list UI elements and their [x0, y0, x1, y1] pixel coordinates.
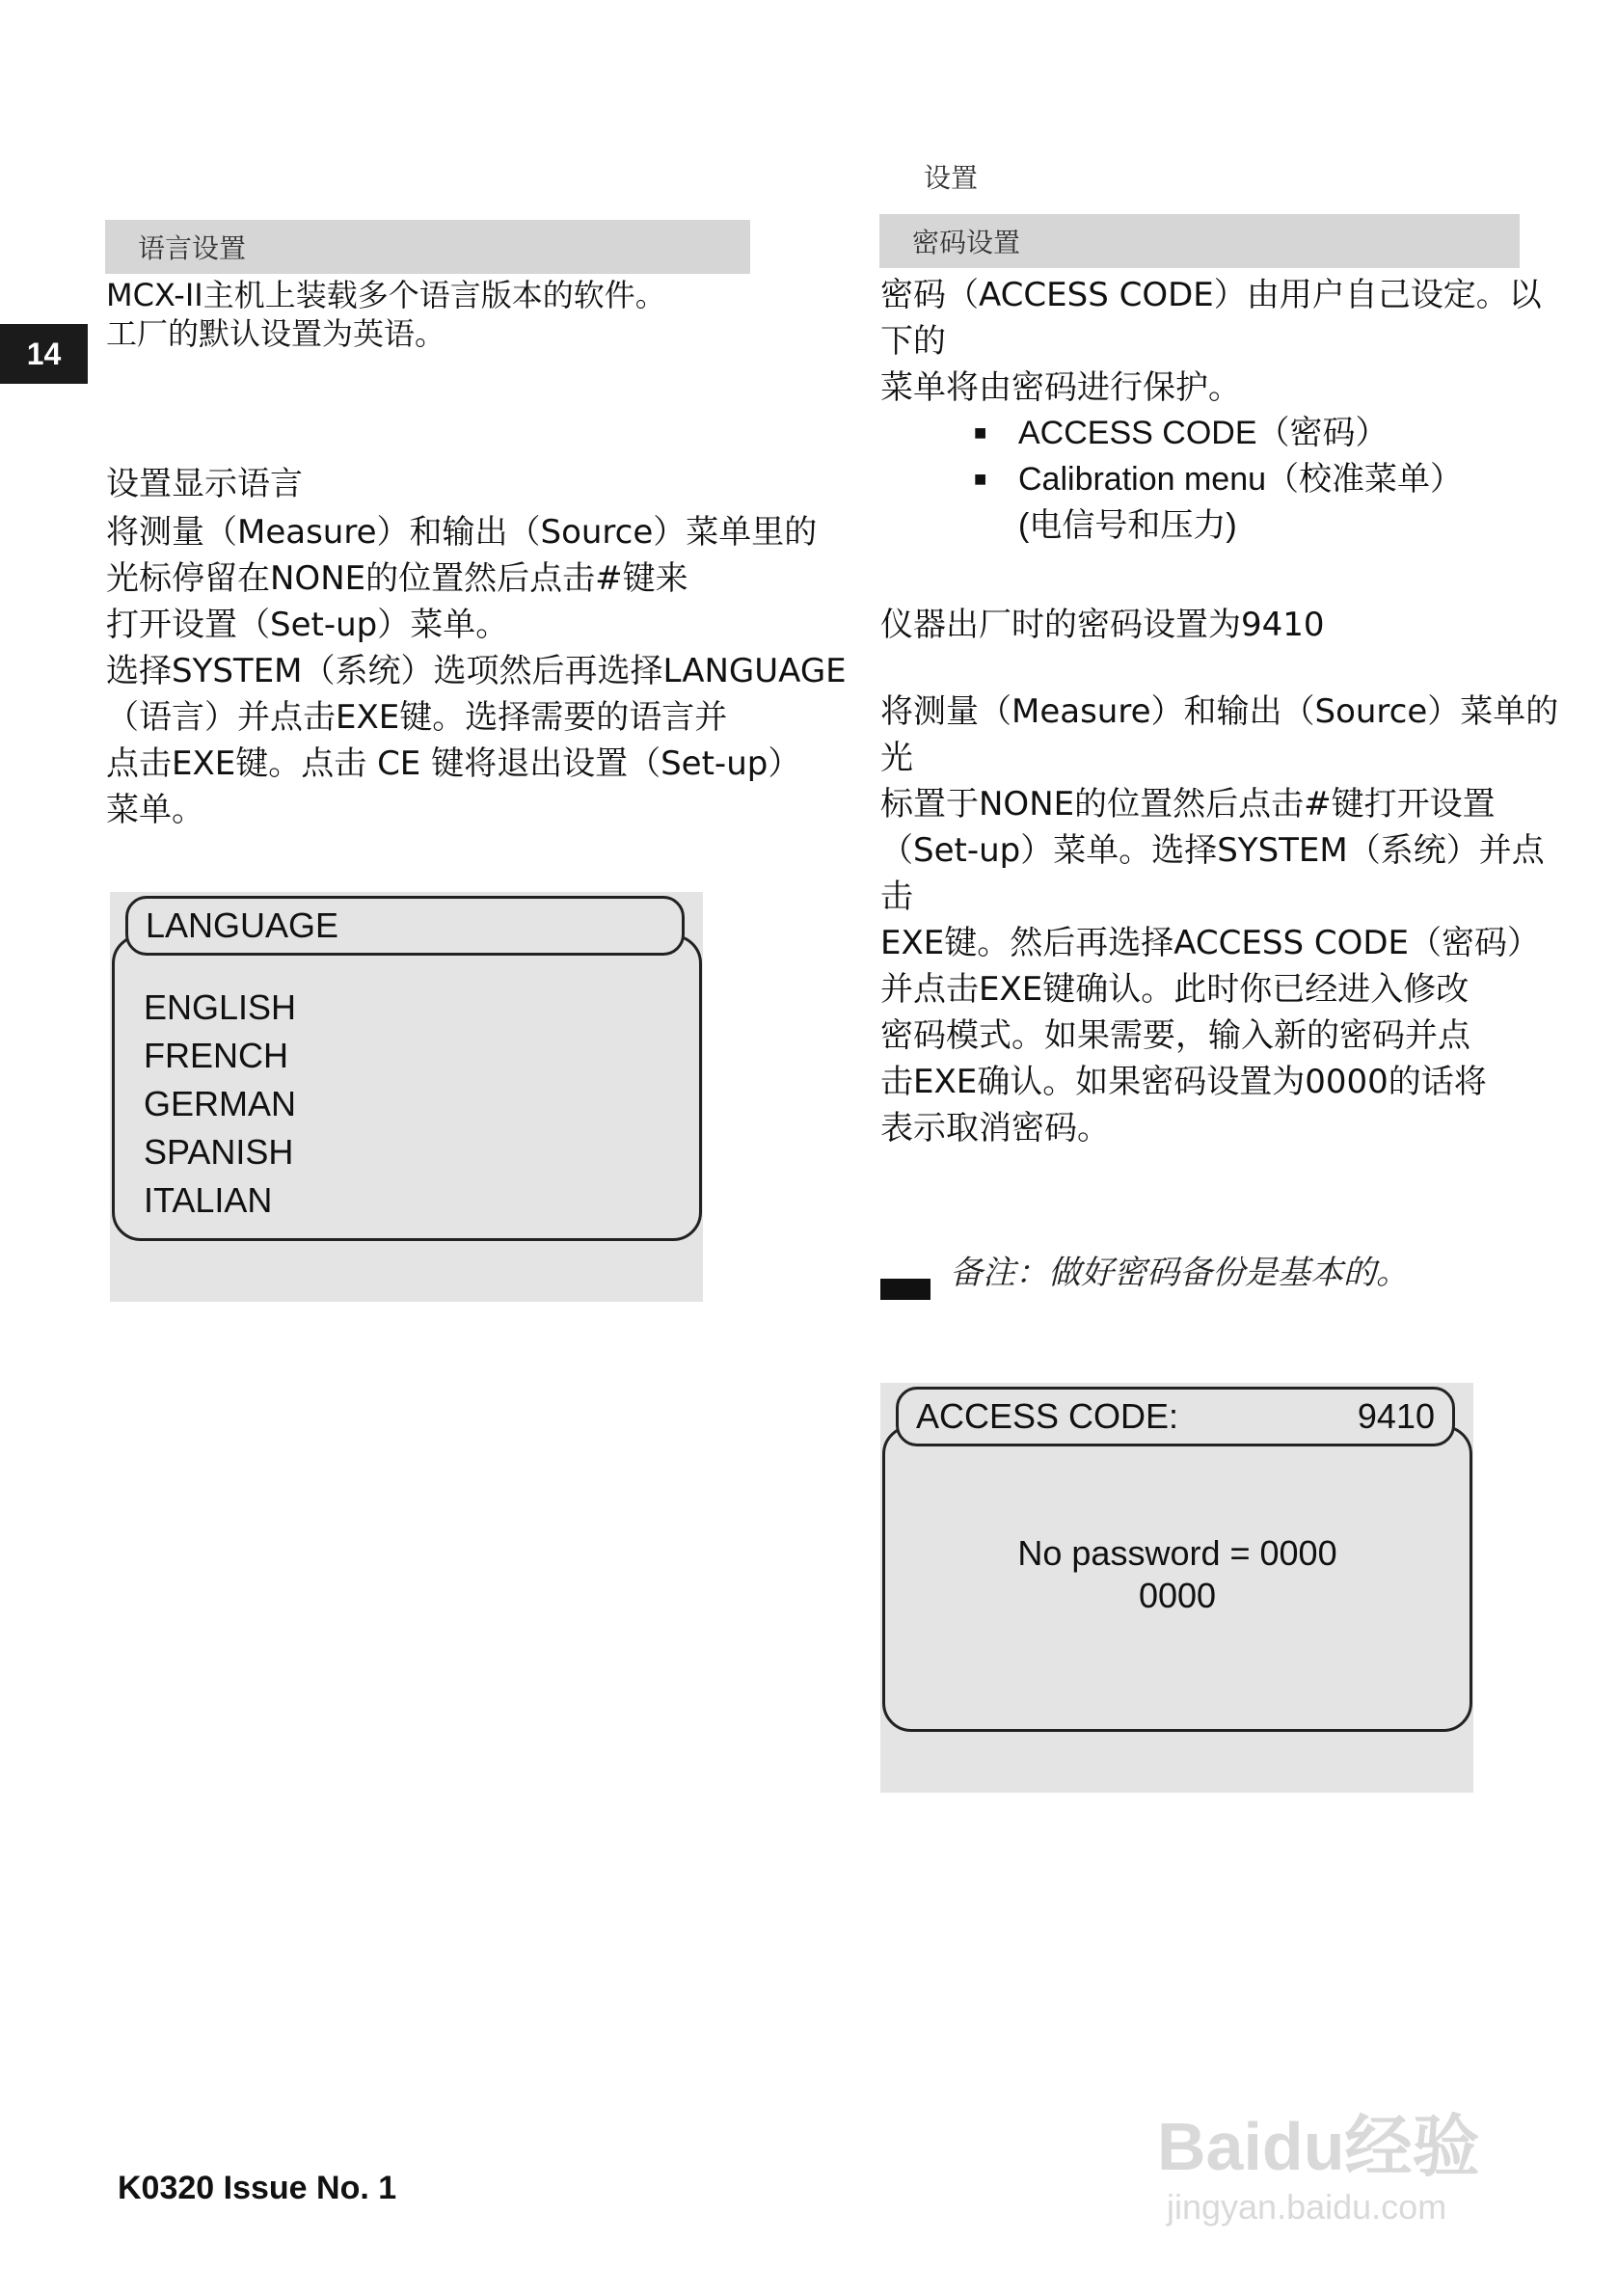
body-line: EXE键。然后再选择ACCESS CODE（密码） [880, 924, 1541, 962]
factory-default-code: 仪器出厂时的密码设置为9410 [880, 606, 1325, 644]
lcd-message [885, 1532, 1470, 1617]
language-option: ENGLISH [144, 987, 297, 1027]
body-line: 将测量（Measure）和输出（Source）菜单里的 [106, 513, 818, 552]
page-number: 14 [26, 336, 62, 371]
lcd-body [882, 1425, 1472, 1732]
page-number-tab [0, 324, 88, 384]
password-intro [880, 272, 1555, 411]
lcd-title: LANGUAGE [146, 905, 339, 945]
bullet-item [974, 410, 1572, 456]
language-section-title: 语言设置 [138, 232, 247, 264]
body-line: （Set-up）菜单。选择SYSTEM（系统）并点击 [880, 831, 1545, 916]
bullet-text: ACCESS CODE（密码） [1018, 415, 1389, 451]
language-option: FRENCH [144, 1036, 288, 1075]
password-section-bar [879, 214, 1520, 268]
bullet-icon: ■ [974, 420, 987, 445]
body-line: 菜单。 [106, 791, 204, 829]
body-line: 标置于NONE的位置然后点击#键打开设置 [880, 785, 1496, 824]
intro-line: MCX-II主机上装载多个语言版本的软件。 [106, 277, 666, 313]
body-line: 将测量（Measure）和输出（Source）菜单的光 [880, 692, 1559, 777]
password-instructions [880, 689, 1575, 1151]
language-lcd-screen [110, 892, 703, 1302]
baidu-watermark-url: jingyan.baidu.com [1167, 2187, 1447, 2227]
body-line: 密码模式。如果需要，输入新的密码并点 [880, 1016, 1470, 1055]
lcd-title-bar [125, 896, 685, 956]
bullet-item [974, 456, 1572, 502]
body-line: 打开设置（Set-up）菜单。 [106, 606, 509, 644]
bullet-continuation: (电信号和压力) [1018, 507, 1237, 544]
body-line: 光标停留在NONE的位置然后点击#键来 [106, 559, 688, 598]
intro-line: 菜单将由密码进行保护。 [880, 368, 1241, 407]
bullet-icon: ■ [974, 467, 987, 491]
no-password-hint: No password = 0000 [1017, 1533, 1337, 1573]
access-code-lcd-screen [880, 1383, 1473, 1793]
body-line: 表示取消密码。 [880, 1109, 1110, 1148]
body-line: （语言）并点击EXE键。选择需要的语言并 [106, 698, 728, 737]
body-line: 点击EXE键。点击 CE 键将退出设置（Set-up） [106, 744, 801, 783]
language-subheading: 设置显示语言 [106, 465, 303, 503]
baidu-watermark-logo: Baidu经验 [1157, 2109, 1480, 2184]
language-section-bar [105, 220, 750, 274]
lcd-body [112, 934, 702, 1241]
intro-line: 密码（ACCESS CODE）由用户自己设定。以下的 [880, 276, 1542, 361]
language-option: ITALIAN [144, 1180, 273, 1220]
note-marker-icon [880, 1279, 930, 1300]
language-instructions [106, 509, 858, 833]
language-intro [106, 276, 723, 353]
code-value: 0000 [1138, 1576, 1217, 1615]
document-footer: K0320 Issue No. 1 [118, 2170, 397, 2206]
intro-line: 工厂的默认设置为英语。 [106, 315, 446, 352]
backup-note: 备注：做好密码备份是基本的。 [950, 1254, 1409, 1292]
body-line: 击EXE确认。如果密码设置为0000的话将 [880, 1063, 1487, 1101]
access-code-value: 9410 [1357, 1396, 1435, 1436]
access-code-label: ACCESS CODE: [916, 1396, 1179, 1436]
language-list [144, 984, 296, 1225]
bullet-text: Calibration menu（校准菜单） [1018, 461, 1464, 498]
running-header: 设置 [924, 162, 979, 194]
lcd-title-bar [896, 1387, 1455, 1446]
body-line: 并点击EXE键确认。此时你已经进入修改 [880, 970, 1470, 1009]
language-option: SPANISH [144, 1132, 294, 1172]
language-option: GERMAN [144, 1084, 297, 1123]
body-line: 选择SYSTEM（系统）选项然后再选择LANGUAGE [106, 652, 847, 690]
password-section-title: 密码设置 [912, 227, 1021, 258]
protected-menus-list [974, 410, 1572, 549]
